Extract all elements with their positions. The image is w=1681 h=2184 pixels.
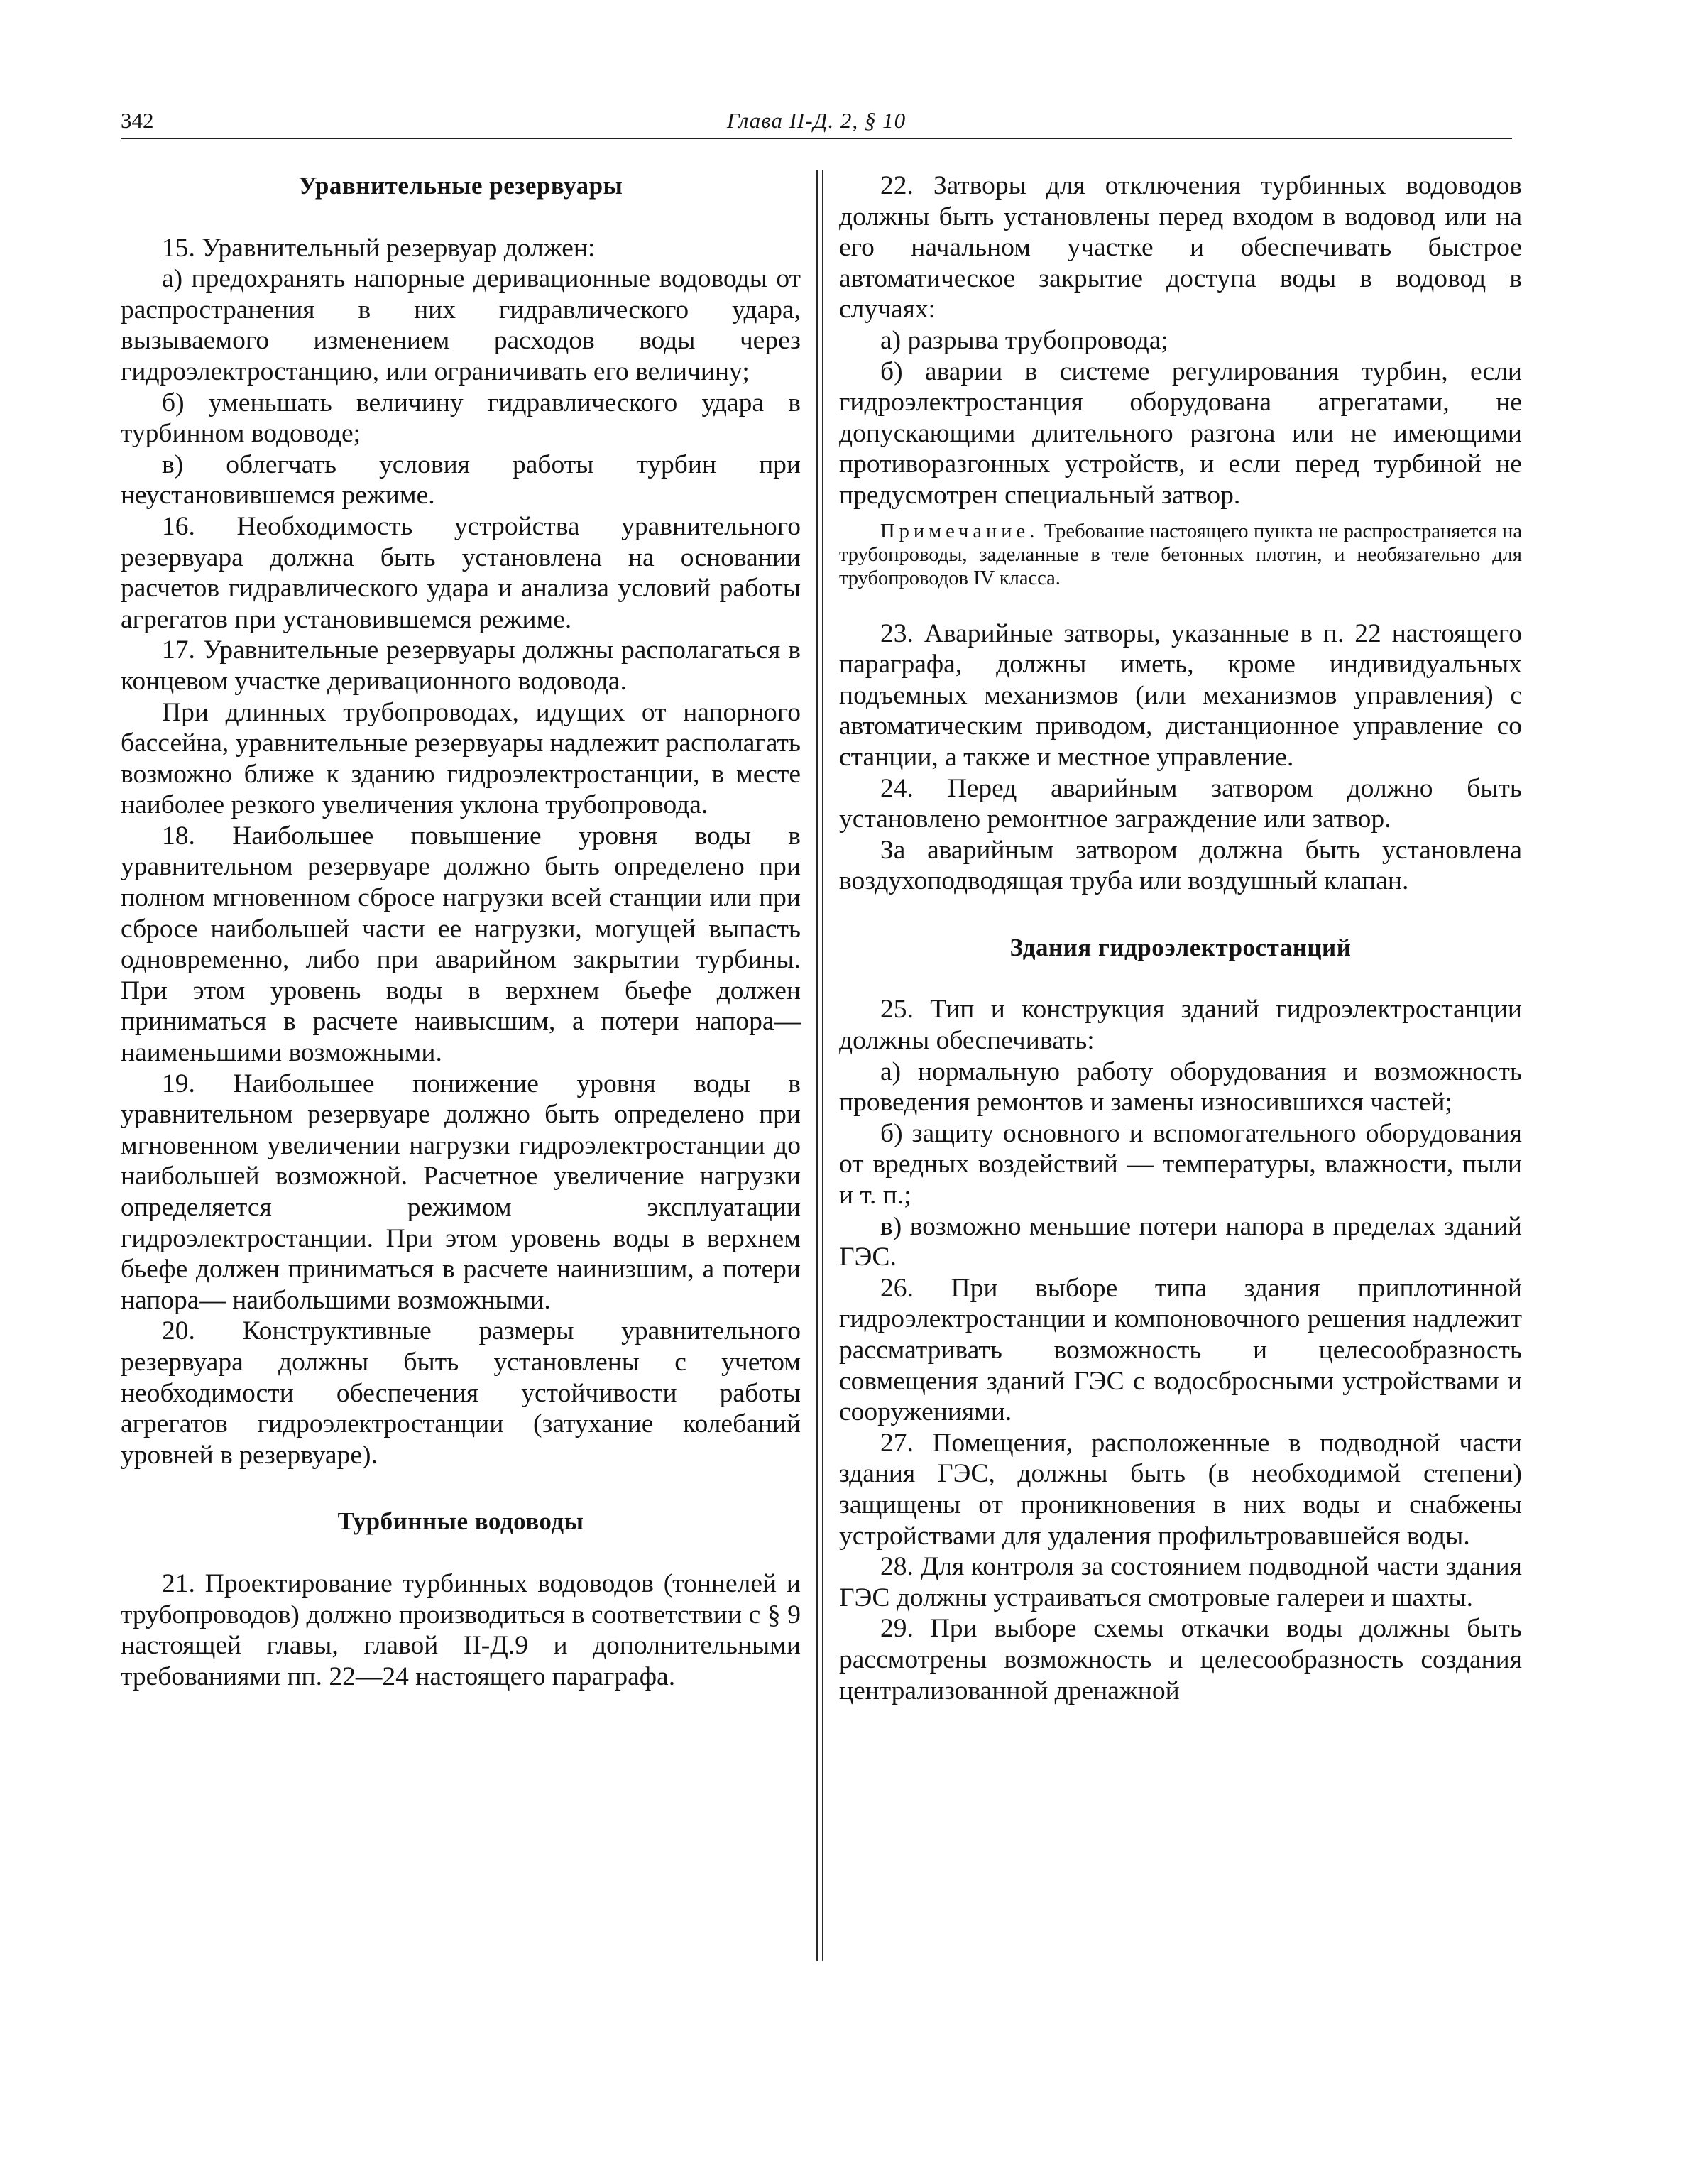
section-title: Уравнительные резервуары [298,172,623,200]
paragraph: а) предохранять напорные деривационные водоводы от распространения в них гидравлического удара, вызываемого изменением расходов воды через гидроэлектростанцию, или ограничивать его величину; [121,264,801,386]
right-column [839,170,1522,1706]
paragraph: б) аварии в системе регулирования турбин, если гидроэлектростанция оборудована агрегатами, не допускающими длительного разгона или не имеющими противоразгонных устройств, и если перед турбиной не предусмотрен специальный затвор. [839,356,1522,510]
paragraph: 21. Проектирование турбинных водоводов (тоннелей и трубопроводов) должно производиться в соответствии с § 9 настоящей главы, главой II-Д.9 и дополнительными требованиями пп. 22—24 настоящего параграфа. [121,1568,801,1691]
paragraph: При длинных трубопроводах, идущих от напорного бассейна, уравнительные резервуары надлежит располагать возможно ближе к зданию гидроэлектростанции, в месте наиболее резкого увеличения уклона трубопровода. [121,697,801,820]
column-divider [816,170,818,1961]
paragraph: 22. Затворы для отключения турбинных водоводов должны быть установлены перед входом в водовод или на его начальном участке и обеспечивать быстрое автоматическое закрытие доступа воды в водовод в случаях: [839,171,1522,324]
paragraph: 28. Для контроля за состоянием подводной части здания ГЭС должны устраиваться смотровые галереи и шахты. [839,1552,1522,1612]
paragraph: б) защиту основного и вспомогательного оборудования от вредных воздействий — температуры, влажности, пыли и т. п.; [839,1118,1522,1211]
page-number: 342 [121,108,154,133]
paragraph: 18. Наибольшее повышение уровня воды в уравнительном резервуаре должно быть определено при полном мгновенном сбросе нагрузки всей станции или при сбросе наибольшей части ее нагрузки, могущей выпасть одновременно, либо при аварийном закрытии турбины. При этом уровень воды в верхнем бьефе должен приниматься в расчете наивысшим, а потери напора— наименьшими возможными. [121,821,801,1068]
paragraph: в) возможно меньшие потери напора в пределах зданий ГЭС. [839,1211,1522,1272]
paragraph: 26. При выборе типа здания приплотинной гидроэлектростанции и компоновочного решения надлежит рассматривать возможность и целесообразность совмещения зданий ГЭС с водосбросными устройствами и сооружениями. [839,1273,1522,1427]
paragraph: 24. Перед аварийным затвором должно быть установлено ремонтное заграждение или затвор. [839,773,1522,834]
paragraph: а) нормальную работу оборудования и возможность проведения ремонтов и замены износившихся частей; [839,1056,1522,1118]
paragraph: 16. Необходимость устройства уравнительного резервуара должна быть установлена на основании расчетов гидравлического удара и анализа условий работы агрегатов при установившемся режиме. [121,511,801,634]
header-rule [121,138,1512,139]
paragraph: 15. Уравнительный резервуар должен: [162,233,596,263]
paragraph: 17. Уравнительные резервуары должны располагаться в концевом участке деривационного водовода. [121,635,801,696]
note-label: Примечание. [880,520,1039,542]
paragraph: 29. При выборе схемы откачки воды должны быть рассмотрены возможность и целесообразность создания централизованной дренажной [839,1614,1522,1705]
paragraph: 23. Аварийные затворы, указанные в п. 22 настоящего параграфа, должны иметь, кроме индивидуальных подъемных механизмов (или механизмов управления) с автоматическим приводом, дистанционное управление со станции, а также и местное управление. [839,618,1522,772]
paragraph: а) разрыва трубопровода; [880,325,1168,355]
running-head: Глава II-Д. 2, § 10 [726,108,907,133]
paragraph: 27. Помещения, расположенные в подводной части здания ГЭС, должны быть (в необходимой степени) защищены от проникновения в них воды и снабжены устройствами для удаления профильтровавшейся воды. [839,1428,1522,1551]
left-column [121,170,801,1692]
paragraph: 19. Наибольшее понижение уровня воды в уравнительном резервуаре должно быть определено при мгновенном увеличении нагрузки гидроэлектростанции до наибольшей возможной. Расчетное увеличение нагрузки определяется режимом эксплуатации гидроэлектростанции. При этом уровень воды в верхнем бьефе должен приниматься в расчете наинизшим, а потери напора— наибольшими возможными. [121,1069,801,1315]
paragraph: б) уменьшать величину гидравлического удара в турбинном водоводе; [121,388,801,449]
note-text: Требование настоящего пункта не распространяется на трубопроводы, заделанные в теле бетонных плотин, и необязательно для трубопроводов IV класса. [839,520,1522,589]
page-header [121,105,1512,142]
section-title: Турбинные водоводы [337,1507,584,1536]
note [839,520,1522,590]
section-title: Здания гидроэлектростанций [1009,933,1352,961]
column-divider [822,170,823,1961]
paragraph: 25. Тип и конструкция зданий гидроэлектростанции должны обеспечивать: [839,995,1522,1056]
paragraph: За аварийным затвором должна быть установлена воздухоподводящая труба или воздушный клапан. [839,835,1522,896]
paragraph: 20. Конструктивные размеры уравнительного резервуара должны быть установлены с учетом необходимости обеспечения устойчивости работы агрегатов гидроэлектростанции (затухание колебаний уровней в резервуаре). [121,1316,801,1470]
paragraph: в) облегчать условия работы турбин при неустановившемся режиме. [121,449,801,510]
